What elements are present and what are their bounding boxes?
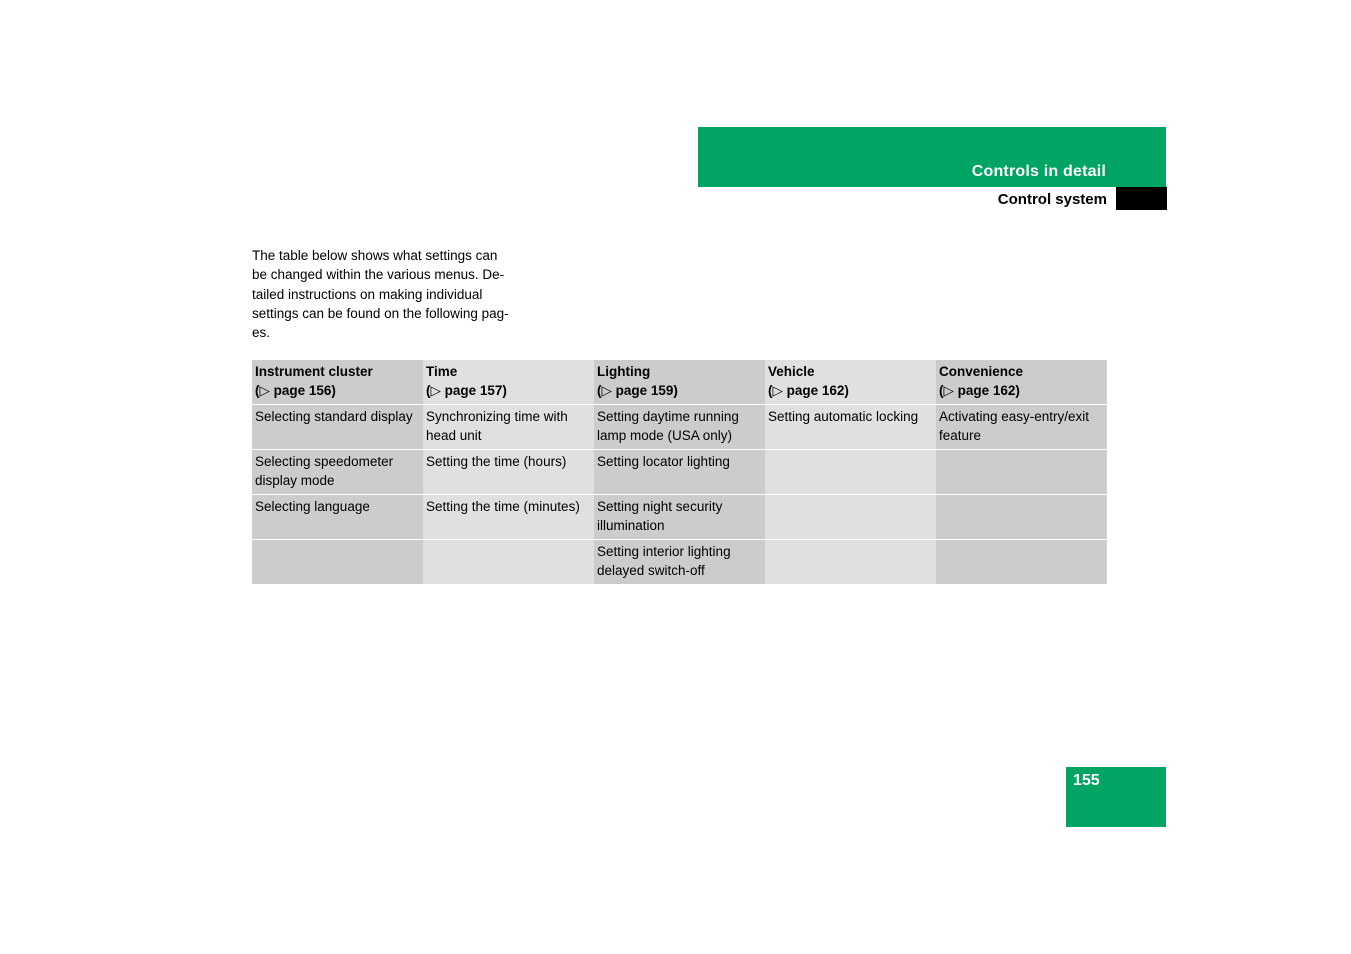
table-cell: Activating easy-entry/exit feature xyxy=(936,405,1107,450)
header-instrument-cluster xyxy=(252,360,423,405)
header-title: Convenience xyxy=(939,364,1024,379)
header-title: Instrument cluster xyxy=(255,364,373,379)
section-tab-marker xyxy=(1116,187,1167,210)
table-cell: Setting daytime running lamp mode (USA only) xyxy=(594,405,765,450)
table-cell xyxy=(765,495,936,540)
header-title: Lighting xyxy=(597,364,651,379)
table-cell: Selecting standard display xyxy=(252,405,423,450)
intro-line: The table below shows what settings can xyxy=(252,248,498,263)
intro-paragraph xyxy=(252,246,532,342)
table-cell: Setting interior lighting delayed switch-off xyxy=(594,540,765,585)
table-cell xyxy=(936,540,1107,585)
intro-line: es. xyxy=(252,325,271,341)
section-title: Controls in detail xyxy=(971,163,1106,180)
table-row xyxy=(252,450,1107,495)
table-row xyxy=(252,405,1107,450)
header-title: Vehicle xyxy=(768,364,815,379)
table-cell: Setting automatic locking xyxy=(765,405,936,450)
table-cell: Synchronizing time with head unit xyxy=(423,405,594,450)
header-vehicle xyxy=(765,360,936,405)
table-header-row xyxy=(252,360,1107,405)
page-reference-link[interactable]: (▷ page 159) xyxy=(597,383,678,398)
page-reference-link[interactable]: (▷ page 156) xyxy=(255,383,336,398)
settings-table xyxy=(252,360,1107,585)
table-cell xyxy=(423,540,594,585)
intro-line: tailed instructions on making individual xyxy=(252,286,483,302)
table-cell xyxy=(936,495,1107,540)
table-cell xyxy=(252,540,423,585)
intro-line: be changed within the various menus. De- xyxy=(252,267,505,283)
table-cell: Setting the time (hours) xyxy=(423,450,594,495)
page-reference-link[interactable]: (▷ page 162) xyxy=(768,383,849,398)
table-cell: Setting locator lighting xyxy=(594,450,765,495)
page-reference-link[interactable]: (▷ page 157) xyxy=(426,383,507,398)
table-cell: Setting the time (minutes) xyxy=(423,495,594,540)
page-number: 155 xyxy=(1073,772,1100,789)
table-cell xyxy=(765,450,936,495)
page-reference-link[interactable]: (▷ page 162) xyxy=(939,383,1020,398)
header-time xyxy=(423,360,594,405)
header-lighting xyxy=(594,360,765,405)
table-cell: Setting night security illumination xyxy=(594,495,765,540)
subsection-title: Control system xyxy=(997,191,1107,208)
table-cell: Selecting language xyxy=(252,495,423,540)
header-title: Time xyxy=(426,364,458,379)
table-cell xyxy=(765,540,936,585)
header-convenience xyxy=(936,360,1107,405)
intro-line: settings can be found on the following pag- xyxy=(252,305,509,321)
table-cell: Selecting speedometer display mode xyxy=(252,450,423,495)
page-number-box xyxy=(1066,767,1166,827)
section-header-bar xyxy=(698,127,1166,187)
table-cell xyxy=(936,450,1107,495)
table-row xyxy=(252,540,1107,585)
table-row xyxy=(252,495,1107,540)
